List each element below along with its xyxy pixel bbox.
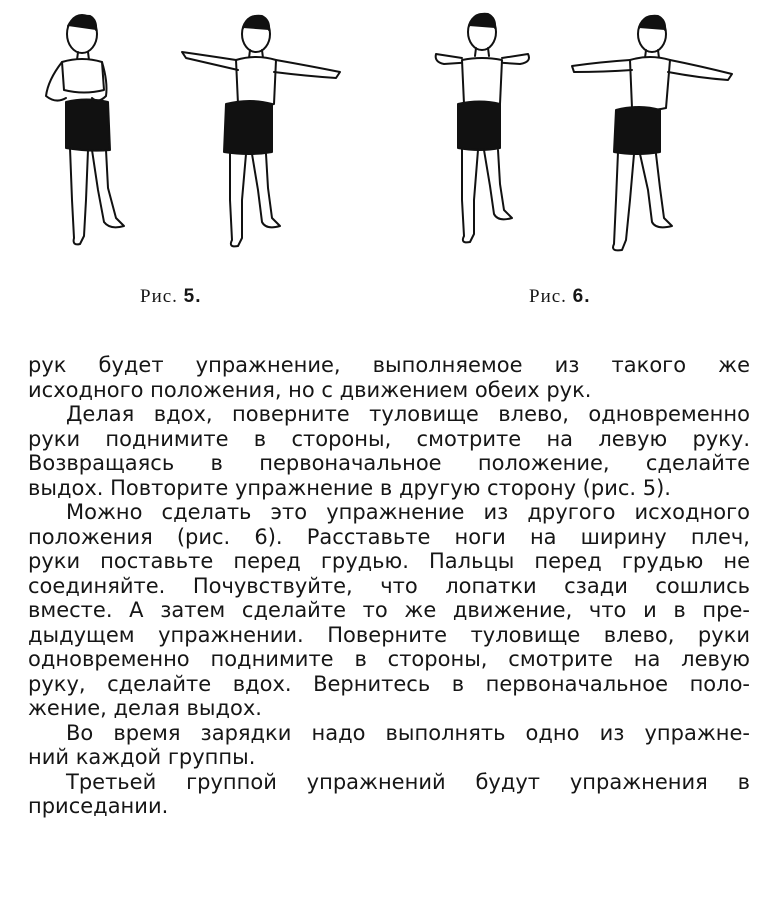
paragraph-3-line: одновременно поднимите в стороны, смотрите на левую [28,647,750,671]
paragraph-2-line: Делая вдох, поверните туловище влево, одновременно [66,402,750,426]
boy-figure-arms-sideways [182,16,340,247]
paragraph-2-line: руки поднимите в стороны, смотрите на левую руку. [28,426,750,451]
paragraph-2-line: Возвращаясь в первоначальное положение, сделайте [28,451,750,475]
paragraph-3-line: Можно сделать это упражнение из другого исходного [66,500,750,524]
paragraph-3-line: соединяйте. Почувствуйте, что лопатки сзади сошлись [28,573,750,598]
exercise-illustrations [0,0,768,280]
figure-6-caption-number: 6. [572,286,591,307]
paragraph-2-line: выдох. Повторите упражнение в другую сторону (рис. 5). [28,475,671,500]
paragraph-3-line: вместе. А затем сделайте то же движение, что и в пре- [28,598,750,622]
paragraph-5-line: приседании. [28,794,169,818]
paragraph-3-line: дыдущем упражнении. Поверните туловище влево, руки [28,622,750,647]
paragraph-1-line: исходного положения, но с движением обеих рук. [28,377,592,402]
paragraph-1-line: рук будет упражнение, выполняемое из такого же [28,353,750,377]
figure-6-caption-label: Рис. [529,286,567,307]
boy-figure-arms-sideways-turned [572,16,732,251]
figures-area [0,0,768,330]
figure-5-caption-number: 5. [183,286,202,307]
paragraph-4-line: Во время зарядки надо выполнять одно из упражне- [66,720,750,745]
boy-figure-hands-at-chest [436,14,529,243]
paragraph-3-line: жение, делая выдох. [28,696,262,720]
paragraph-4-line: ний каждой группы. [28,745,256,769]
figure-6-caption [529,286,591,308]
paragraph-3-line: руку, сделайте вдох. Вернитесь в первоначальное поло- [28,671,750,696]
figure-5-caption [140,286,202,308]
figure-5-caption-label: Рис. [140,286,178,307]
paragraph-3-line: положения (рис. 6). Расставьте ноги на ширину плеч, [28,524,750,549]
body-text [28,353,750,819]
paragraph-3-line: руки поставьте перед грудью. Пальцы перед грудью не [28,549,750,573]
boy-figure-hands-on-hips [46,15,124,244]
paragraph-5-line: Третьей группой упражнений будут упражнения в [66,769,750,794]
